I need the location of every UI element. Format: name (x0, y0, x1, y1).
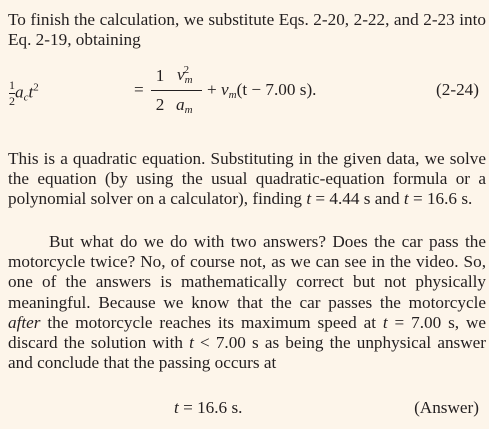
discussion-paragraph (8, 232, 486, 373)
accel-symbol: a (176, 95, 185, 114)
rest-speed-subscript: m (228, 89, 237, 101)
discussion-text: the motorcycle reaches its maximum speed at (40, 312, 383, 332)
equation-lhs (9, 79, 39, 108)
answer-value: = 16.6 s. (178, 398, 243, 417)
discussion-text: = 7.00 s, we discard the solution with (8, 312, 486, 353)
half-denominator: 2 (155, 95, 165, 114)
half-numerator: 1 (155, 66, 165, 85)
lhs-exponent: 2 (33, 81, 39, 94)
speed-exponent: 2 (183, 64, 190, 76)
emphasis-after: after (8, 312, 41, 332)
lhs-half-numerator: 1 (9, 78, 15, 92)
speed-squared (177, 64, 193, 86)
time-symbol: t (189, 333, 194, 353)
time-symbol: t (382, 312, 388, 332)
speed-subscript: m (184, 74, 193, 86)
time-symbol: t (306, 189, 312, 209)
first-solution: = 4.44 s and (311, 189, 404, 209)
lhs-acceleration: a (15, 82, 24, 102)
plus-sign: + (207, 80, 217, 99)
rest-speed-symbol: v (221, 80, 229, 99)
quadratic-text: This is a quadratic equation. Substituting in the given data, we solve the equation (by using the usual quadratic-equation formula or a polynomial solver on a calculator), finding (8, 149, 486, 209)
equation-number: (2-24) (436, 80, 479, 99)
main-fraction-bar (151, 90, 202, 91)
accel-subscript: m (184, 104, 193, 116)
time-symbol: t (174, 398, 179, 417)
equation-rest (207, 80, 316, 101)
intro-text: To finish the calculation, we substitute Eqs. 2-20, 2-22, and 2-23 into Eq. 2-19, obtaining (8, 10, 486, 50)
lhs-time: t (28, 82, 34, 102)
discussion-text: < 7.00 s as being the unphysical answer and conclude that the passing occurs at (8, 333, 486, 373)
speed-symbol: v (177, 65, 185, 84)
intro-paragraph (8, 10, 486, 50)
lhs-half-denominator: 2 (9, 94, 15, 108)
rest-time-term: (t − 7.00 s). (236, 80, 317, 99)
discussion-text: But what do we do with two answers? Does the car pass the motorcycle twice? No, of course not, as we can see in the video. So, one of the answers is mathematically correct but not physically meaningful. Because we know that the car passes the motorcycle (8, 232, 486, 312)
equals-sign: = (134, 80, 144, 99)
equation-2-24 (0, 60, 489, 120)
lhs-car-subscript: c (23, 91, 29, 104)
answer-expression (174, 398, 242, 418)
acceleration-denominator (176, 95, 193, 116)
second-solution: = 16.6 s. (408, 189, 473, 209)
answer-tag: (Answer) (414, 398, 479, 417)
quadratic-paragraph (8, 149, 486, 210)
time-symbol: t (403, 189, 409, 209)
